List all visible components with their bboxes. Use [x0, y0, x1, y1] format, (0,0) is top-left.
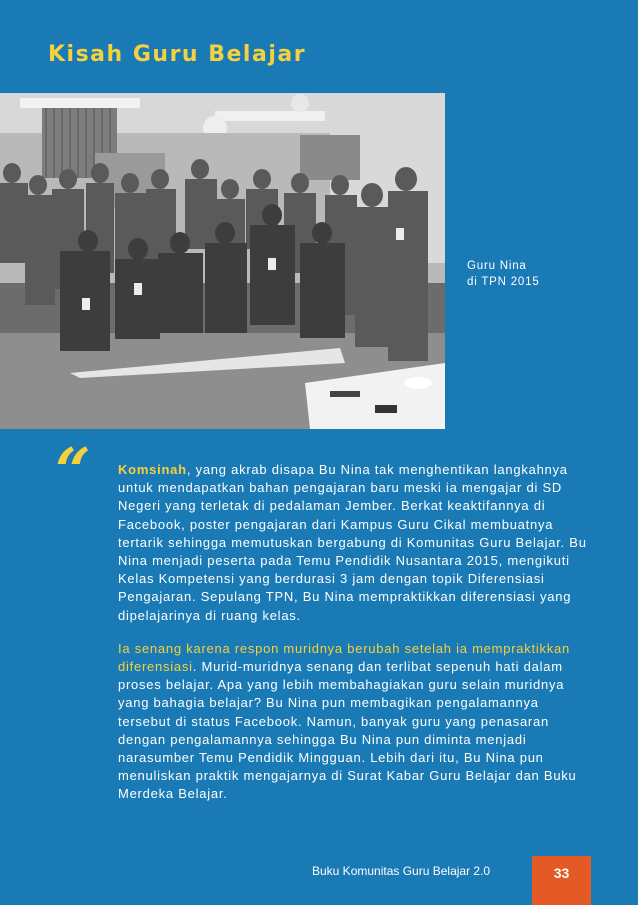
quote-mark-icon: “: [55, 434, 91, 507]
page-title: Kisah Guru Belajar: [48, 42, 307, 67]
caption-line-2: di TPN 2015: [467, 276, 540, 288]
photo-caption: [467, 258, 540, 290]
page-number: 33: [553, 865, 570, 881]
group-photo: [0, 93, 445, 429]
footer-book-title: Buku Komunitas Guru Belajar 2.0: [312, 864, 491, 878]
page-number-box: [532, 856, 591, 905]
paragraph-1-text: , yang akrab disapa Bu Nina tak menghentikan langkahnya untuk mendapatkan bahan pengajaran baru meski ia mengajar di SD Negeri yang terletak di pedalaman Jember. Berkat keaktifannya di Facebook, poster pengajaran dari Kampus Guru Cikal membuatnya tertarik sehingga memutuskan bergabung di Komunitas Guru Belajar. Bu Nina menjadi peserta pada Temu Pendidik Nusantara 2015, mengikuti Kelas Kompetensi yang berdurasi 3 jam dengan topik Diferensiasi Pengajaran. Sepulang TPN, Bu Nina mempraktikkan diferensiasi yang dipelajarinya di ruang kelas.: [118, 462, 587, 623]
person-name: Komsinah: [118, 462, 187, 477]
highlight-text: Ia senang karena respon muridnya berubah setelah ia mempraktikkan diferensiasi: [118, 640, 570, 675]
paragraph-1: [118, 461, 588, 625]
caption-line-1: Guru Nina: [467, 260, 527, 272]
article-body: [118, 461, 588, 819]
paragraph-2: [118, 640, 588, 804]
paragraph-2-text: . Murid-muridnya senang dan terlibat sepenuh hati dalam proses belajar. Apa yang lebih membahagiakan guru selain muridnya yang bahagia belajar? Bu Nina pun membagikan pengalamannya tersebut di status Facebook. Namun, banyak guru yang penasaran dengan pengalamannya sehingga Bu Nina pun diminta menjadi narasumber Temu Pendidik Mingguan. Lebih dari itu, Bu Nina pun menuliskan praktik mengajarnya di Surat Kabar Guru Belajar dan Buku Merdeka Belajar.: [118, 659, 577, 802]
